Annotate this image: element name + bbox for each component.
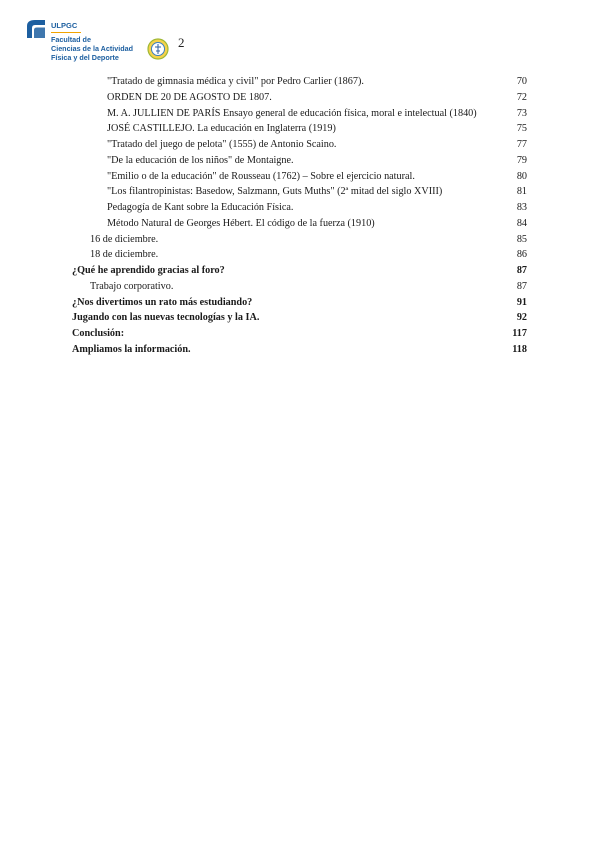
toc-entry-page: 83: [516, 202, 527, 213]
toc-entry-title: Pedagogía de Kant sobre la Educación Física.: [107, 202, 294, 213]
toc-entry-title: 18 de diciembre.: [90, 249, 159, 261]
toc-entry-page: 86: [516, 249, 527, 261]
toc-entry-page: 87: [516, 265, 527, 276]
toc-entry-title: "Tratado de gimnasia médica y civil" por Pedro Carlier (1867).: [107, 76, 364, 87]
toc-entry[interactable]: [90, 279, 527, 294]
ulpgc-logo-icon: [24, 18, 46, 40]
toc-entry-title: ¿Qué he aprendido gracias al foro?: [72, 265, 225, 276]
toc-entry[interactable]: [107, 216, 527, 231]
toc-entry-title: JOSÉ CASTILLEJO. La educación en Inglaterra (1919): [107, 123, 336, 135]
toc-entry[interactable]: [107, 184, 527, 199]
toc-entry[interactable]: [90, 247, 527, 262]
toc-entry-title: ¿Nos divertimos un rato más estudiando?: [72, 296, 253, 308]
toc-entry[interactable]: [72, 263, 527, 278]
toc-entry-page: 118: [512, 343, 527, 355]
toc-entry-title: Método Natural de Georges Hébert. El código de la fuerza (1910): [107, 217, 375, 229]
toc-entry-page: 92: [516, 312, 527, 324]
toc-entry[interactable]: [107, 121, 527, 136]
toc-entry[interactable]: [107, 153, 527, 168]
toc-entry[interactable]: [107, 200, 527, 215]
toc-entry[interactable]: [107, 137, 527, 152]
logo-divider: [51, 32, 81, 33]
toc-entry-page: 84: [516, 217, 527, 229]
toc-entry[interactable]: [72, 342, 527, 357]
faculty-name-line1: Facultad de: [51, 35, 91, 44]
toc-entry-title: Ampliamos la información.: [72, 343, 191, 355]
toc-entry-page: 72: [516, 91, 527, 103]
toc-entry-title: ORDEN DE 20 DE AGOSTO DE 1807.: [107, 91, 272, 103]
toc-entry-title: "Tratado del juego de pelota" (1555) de Antonio Scaino.: [107, 139, 337, 150]
toc-entry-page: 75: [516, 123, 527, 135]
toc-entry-title: 16 de diciembre.: [90, 233, 159, 245]
toc-entry-page: 79: [516, 154, 527, 166]
faculty-logo-text: [51, 21, 133, 62]
toc-entry-page: 70: [516, 76, 527, 87]
toc-entry-page: 91: [516, 296, 527, 308]
faculty-name-line2: Ciencias de la Actividad: [51, 44, 134, 53]
toc-entry[interactable]: [72, 310, 527, 325]
toc-entry[interactable]: [72, 326, 527, 341]
toc-entry[interactable]: [107, 90, 527, 105]
toc-entry-page: 77: [516, 139, 527, 150]
toc-entry-page: 81: [516, 186, 527, 198]
toc-entry[interactable]: [90, 232, 527, 247]
toc-entry-page: 85: [516, 233, 527, 245]
toc-entry-title: "Emilio o de la educación" de Rousseau (1762) – Sobre el ejercicio natural.: [107, 170, 415, 182]
toc-entry-title: Trabajo corporativo.: [90, 280, 174, 292]
faculty-name-line3: Física y del Deporte: [51, 53, 119, 62]
page-number: 2: [178, 35, 185, 50]
toc-entry-title: Jugando con las nuevas tecnologías y la IA.: [72, 312, 260, 324]
toc-entry-title: Conclusión:: [72, 328, 125, 339]
toc-entry-title: M. A. JULLIEN DE PARÍS Ensayo general de educación física, moral e intelectual (1840): [107, 107, 477, 119]
institution-name: ULPGC: [51, 21, 78, 30]
toc-entry-title: "Los filantropinistas: Basedow, Salzmann, Guts Muths" (2ª mitad del siglo XVIII): [107, 186, 443, 198]
toc-entry[interactable]: [107, 106, 527, 121]
page-header: [24, 16, 224, 66]
toc-entry-page: 73: [516, 107, 527, 119]
toc-entry-page: 80: [516, 170, 527, 182]
toc-entry[interactable]: [107, 74, 527, 89]
toc-entry[interactable]: [72, 295, 527, 310]
toc-entry-title: "De la educación de los niños" de Montaigne.: [107, 154, 294, 166]
toc-entry-page: 87: [516, 280, 527, 292]
toc-entry-page: 117: [512, 328, 527, 339]
faculty-seal-icon: [147, 38, 169, 60]
toc-entry[interactable]: [107, 169, 527, 184]
